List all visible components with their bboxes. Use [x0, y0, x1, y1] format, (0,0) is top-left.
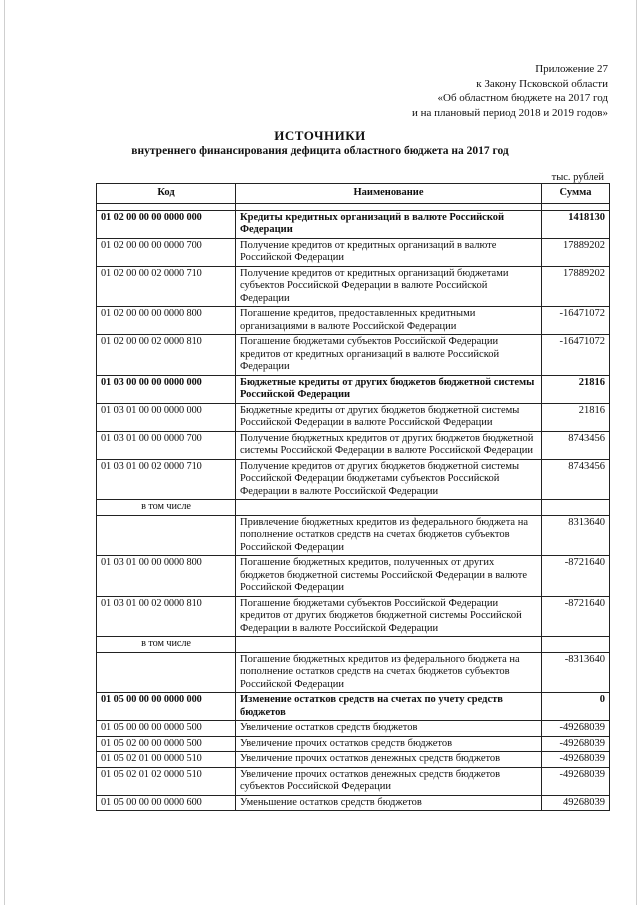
table-row	[97, 307, 610, 335]
row-code: 01 02 00 00 00 0000 000	[97, 210, 236, 238]
table-row	[97, 736, 610, 752]
row-name: Погашение бюджетами субъектов Российской Федерации кредитов от кредитных организаций в валюте Российской Федерации	[236, 335, 542, 376]
table-row	[97, 752, 610, 768]
row-name: Погашение кредитов, предоставленных кредитными организациями в валюте Российской Федерации	[236, 307, 542, 335]
row-name: Получение кредитов от кредитных организаций бюджетами субъектов Российской Федерации в валюте Российской Федерации	[236, 266, 542, 307]
row-code: 01 03 01 00 02 0000 810	[97, 596, 236, 637]
table-row	[97, 767, 610, 795]
row-name: Бюджетные кредиты от других бюджетов бюджетной системы Российской Федерации	[236, 375, 542, 403]
unit-label: тыс. рублей	[551, 172, 604, 183]
table-row	[97, 375, 610, 403]
table-header-row	[97, 184, 610, 204]
row-name: Привлечение бюджетных кредитов из федерального бюджета на пополнение остатков средств на счетах бюджетов субъектов Российской Федерации	[236, 515, 542, 556]
row-sum: 17889202	[542, 266, 610, 307]
row-name: Изменение остатков средств на счетах по учету средств бюджетов	[236, 693, 542, 721]
row-sum: -8721640	[542, 596, 610, 637]
row-name: Получение кредитов от кредитных организаций в валюте Российской Федерации	[236, 238, 542, 266]
row-sum: -49268039	[542, 767, 610, 795]
table-row	[97, 637, 610, 653]
row-sum: -8313640	[542, 652, 610, 693]
row-code: 01 03 00 00 00 0000 000	[97, 375, 236, 403]
row-sum: 8743456	[542, 431, 610, 459]
table-row	[97, 431, 610, 459]
header-sum: Сумма	[542, 184, 610, 204]
table-row	[97, 500, 610, 516]
header-code: Код	[97, 184, 236, 204]
row-code: 01 05 00 00 00 0000 500	[97, 721, 236, 737]
row-sum: 8313640	[542, 515, 610, 556]
row-code: 01 05 02 00 00 0000 500	[97, 736, 236, 752]
row-code: 01 03 01 00 02 0000 710	[97, 459, 236, 500]
row-name: Увеличение прочих остатков средств бюджетов	[236, 736, 542, 752]
row-sum: 1418130	[542, 210, 610, 238]
table-row	[97, 238, 610, 266]
row-code: 01 02 00 00 00 0000 800	[97, 307, 236, 335]
row-sum: -49268039	[542, 721, 610, 737]
table-row	[97, 721, 610, 737]
row-code: 01 05 02 01 00 0000 510	[97, 752, 236, 768]
row-name	[236, 500, 542, 516]
row-sum: 49268039	[542, 795, 610, 811]
table-row	[97, 596, 610, 637]
row-name: Получение бюджетных кредитов от других бюджетов бюджетной системы Российской Федерации в валюте Российской Федерации	[236, 431, 542, 459]
row-code	[97, 652, 236, 693]
row-code: 01 05 02 01 02 0000 510	[97, 767, 236, 795]
row-sum	[542, 637, 610, 653]
row-code	[97, 515, 236, 556]
row-code: 01 02 00 00 00 0000 700	[97, 238, 236, 266]
row-sum: -16471072	[542, 335, 610, 376]
row-code: 01 02 00 00 02 0000 710	[97, 266, 236, 307]
header-name: Наименование	[236, 184, 542, 204]
table-spacer-row	[97, 203, 610, 210]
row-name: Погашение бюджетных кредитов, полученных от других бюджетов бюджетной системы Российской Федерации в валюте Российской Федерации	[236, 556, 542, 597]
table-row	[97, 335, 610, 376]
row-sum: -49268039	[542, 752, 610, 768]
row-code: 01 05 00 00 00 0000 600	[97, 795, 236, 811]
table-row	[97, 403, 610, 431]
table-row	[97, 210, 610, 238]
row-code: 01 03 01 00 00 0000 800	[97, 556, 236, 597]
row-name: Погашение бюджетных кредитов из федерального бюджета на пополнение остатков средств на счетах бюджетов субъектов Российской Федерации	[236, 652, 542, 693]
row-name: Бюджетные кредиты от других бюджетов бюджетной системы Российской Федерации в валюте Российской Федерации	[236, 403, 542, 431]
row-code: 01 05 00 00 00 0000 000	[97, 693, 236, 721]
row-name: Увеличение прочих остатков денежных средств бюджетов	[236, 752, 542, 768]
table-row	[97, 515, 610, 556]
table-row	[97, 652, 610, 693]
row-code: 01 03 01 00 00 0000 000	[97, 403, 236, 431]
row-sum: -16471072	[542, 307, 610, 335]
row-name: Уменьшение остатков средств бюджетов	[236, 795, 542, 811]
appendix-line-2: к Закону Псковской области	[476, 77, 608, 90]
document-title: ИСТОЧНИКИ	[274, 128, 366, 143]
row-note: в том числе	[97, 500, 236, 516]
row-sum: -8721640	[542, 556, 610, 597]
appendix-line-4: и на плановый период 2018 и 2019 годов»	[411, 106, 608, 119]
document-subtitle: внутреннего финансирования дефицита областного бюджета на 2017 год	[131, 145, 509, 157]
row-sum: 21816	[542, 375, 610, 403]
row-sum: 21816	[542, 403, 610, 431]
row-name	[236, 637, 542, 653]
appendix-line-1: Приложение 27	[535, 63, 608, 75]
row-sum: -49268039	[542, 736, 610, 752]
appendix-line-3: «Об областном бюджете на 2017 год	[437, 92, 608, 104]
row-sum: 8743456	[542, 459, 610, 500]
table-row	[97, 459, 610, 500]
table-row	[97, 795, 610, 811]
sources-table	[96, 183, 610, 811]
row-name: Кредиты кредитных организаций в валюте Российской Федерации	[236, 210, 542, 238]
row-sum	[542, 500, 610, 516]
table-row	[97, 693, 610, 721]
row-sum: 0	[542, 693, 610, 721]
row-name: Погашение бюджетами субъектов Российской Федерации кредитов от других бюджетов бюджетной системы Российской Федерации в валюте Российской Федерации	[236, 596, 542, 637]
table-row	[97, 266, 610, 307]
row-name: Получение кредитов от других бюджетов бюджетной системы Российской Федерации бюджетами субъектов Российской Федерации в валюте Российской Федерации	[236, 459, 542, 500]
row-name: Увеличение прочих остатков денежных средств бюджетов субъектов Российской Федерации	[236, 767, 542, 795]
row-name: Увеличение остатков средств бюджетов	[236, 721, 542, 737]
row-code: 01 03 01 00 00 0000 700	[97, 431, 236, 459]
table-row	[97, 556, 610, 597]
row-sum: 17889202	[542, 238, 610, 266]
row-note: в том числе	[97, 637, 236, 653]
row-code: 01 02 00 00 02 0000 810	[97, 335, 236, 376]
appendix-note	[412, 62, 608, 120]
